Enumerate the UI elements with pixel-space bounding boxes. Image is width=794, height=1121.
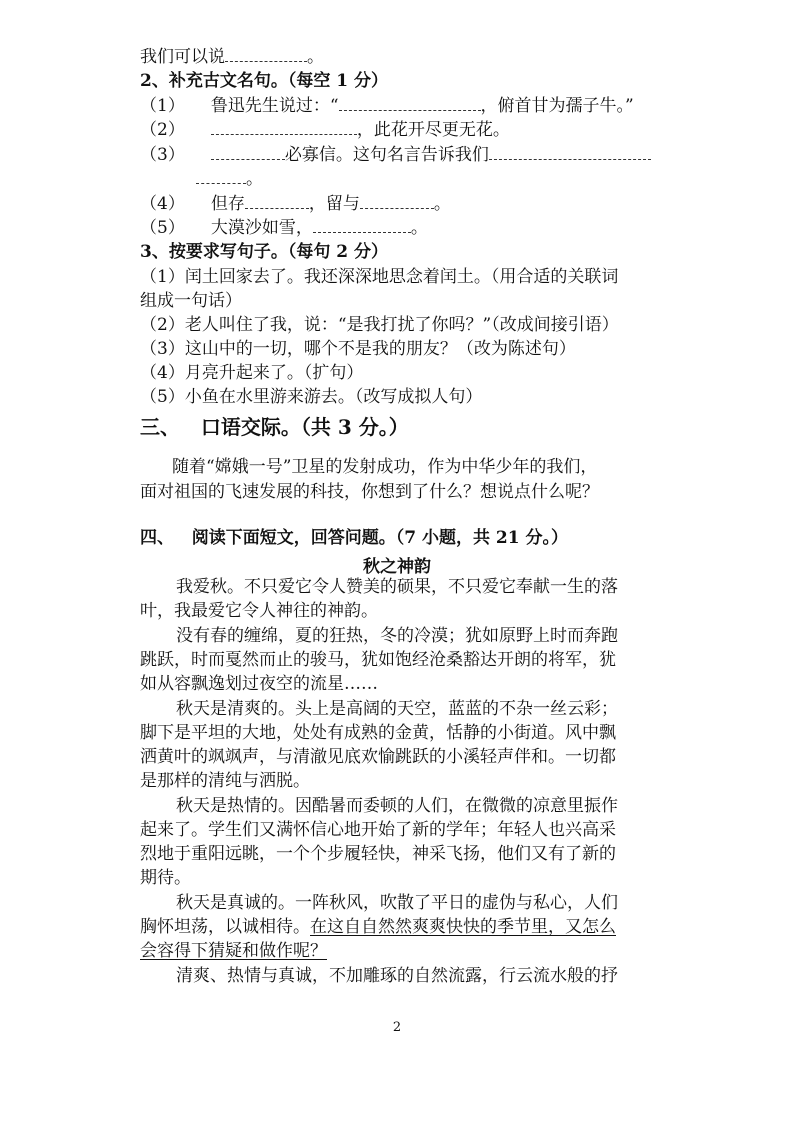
part3-prompt-line1: 随着“嫦娥一号”卫星的发射成功，作为中华少年的我们， bbox=[172, 457, 598, 477]
section2-title: 2、补充古文名句。（每空 1 分） bbox=[140, 71, 388, 91]
answer-blank[interactable] bbox=[313, 217, 411, 233]
s2-q4 bbox=[140, 193, 451, 215]
text: ，此花开尽更无花。 bbox=[356, 120, 510, 140]
essay-line: 是那样的清纯与洒脱。 bbox=[140, 771, 310, 791]
text: 鲁迅先生说过：“ bbox=[210, 96, 339, 116]
part4-title: 四、 阅读下面短文，回答问题。（7 小题，共 21 分。） bbox=[140, 528, 568, 548]
essay-line: 烈地于重阳远眺，一个个步履轻快，神采飞扬，他们又有了新的 bbox=[140, 844, 616, 864]
text: 我们可以说 bbox=[140, 47, 225, 67]
part3-prompt-line2: 面对祖国的飞速发展的科技，你想到了什么？想说点什么呢？ bbox=[140, 482, 599, 502]
text: ，留与 bbox=[308, 194, 360, 214]
s3-q1b: 组成一句话） bbox=[140, 291, 242, 311]
s2-q3 bbox=[140, 144, 651, 166]
q-number: （5） bbox=[140, 218, 185, 238]
text: 胸怀坦荡，以诚相待。 bbox=[140, 917, 310, 937]
answer-blank[interactable] bbox=[360, 193, 434, 209]
line-we-can-say bbox=[140, 46, 324, 68]
text: 。 bbox=[307, 47, 324, 67]
essay-line: 洒黄叶的飒飒声，与清澈见底欢愉跳跃的小溪轻声伴和。一切都 bbox=[140, 747, 616, 767]
s3-q5: （5）小鱼在水里游来游去。（改写成拟人句） bbox=[140, 387, 483, 407]
text: 但存 bbox=[210, 194, 245, 214]
q-number: （3） bbox=[140, 145, 185, 165]
part3-title: 三、 口语交际。（共 3 分。） bbox=[140, 415, 409, 439]
text: 必寡信。这句名言告诉我们 bbox=[284, 145, 489, 165]
essay-line: 跳跃，时而戛然而止的骏马，犹如饱经沧桑豁达开朗的将军，犹 bbox=[140, 650, 616, 670]
underlined-sentence: 在这自自然然爽爽快快的季节里，又怎么 bbox=[310, 917, 616, 937]
s3-q2: （2）老人叫住了我，说：“是我打扰了你吗？”（改成间接引语） bbox=[140, 315, 619, 335]
text: 。 bbox=[246, 169, 263, 189]
s2-q3-cont bbox=[196, 168, 263, 190]
essay-line: 清爽、热情与真诚，不加雕琢的自然流露，行云流水般的抒 bbox=[176, 966, 618, 986]
essay-line: 脚下是平坦的大地，处处有成熟的金黄，恬静的小街道。风中飘 bbox=[140, 723, 616, 743]
s3-q3: （3）这山中的一切，哪个不是我的朋友？（改为陈述句） bbox=[140, 339, 576, 359]
q-number: （4） bbox=[140, 194, 185, 214]
page-number: 2 bbox=[392, 1020, 402, 1035]
s2-q5 bbox=[140, 217, 428, 239]
q-number: （2） bbox=[140, 120, 185, 140]
essay-line: 叶，我最爱它令人神往的神韵。 bbox=[140, 601, 378, 621]
essay-line: 期待。 bbox=[140, 868, 191, 888]
essay-line: 秋天是清爽的。头上是高阔的天空，蓝蓝的不杂一丝云彩； bbox=[176, 699, 618, 719]
text: 。 bbox=[433, 194, 451, 214]
essay-line: 没有春的缠绵，夏的狂热，冬的冷漠；犹如原野上时而奔跑 bbox=[176, 626, 618, 646]
text: 大漠沙如雪， bbox=[210, 218, 313, 238]
essay-line bbox=[140, 916, 616, 938]
underlined-sentence: 会容得下猜疑和做作呢？ bbox=[140, 941, 327, 961]
essay-line: 秋天是热情的。因酷暑而委顿的人们，在微微的凉意里振作 bbox=[176, 796, 618, 816]
answer-blank[interactable] bbox=[339, 95, 481, 111]
answer-blank[interactable] bbox=[489, 144, 651, 160]
s2-q2 bbox=[140, 119, 510, 141]
essay-line: 我爱秋。不只爱它令人赞美的硕果，不只爱它奉献一生的落 bbox=[176, 577, 618, 597]
text: ，俯首甘为孺子牛。” bbox=[480, 96, 634, 116]
s3-q4: （4）月亮升起来了。（扩句） bbox=[140, 363, 364, 383]
essay-title: 秋之神韵 bbox=[363, 557, 431, 577]
text: 。 bbox=[410, 218, 428, 238]
answer-blank[interactable] bbox=[245, 193, 309, 209]
answer-blank[interactable] bbox=[196, 168, 246, 184]
essay-line: 如从容飘逸划过夜空的流星…… bbox=[140, 674, 378, 694]
section3-sentences-title: 3、按要求写句子。（每句 2 分） bbox=[140, 242, 388, 262]
answer-blank[interactable] bbox=[225, 46, 307, 62]
answer-blank[interactable] bbox=[211, 144, 285, 160]
s2-q1 bbox=[140, 95, 634, 117]
essay-line: 起来了。学生们又满怀信心地开始了新的学年；年轻人也兴高采 bbox=[140, 820, 616, 840]
answer-blank[interactable] bbox=[211, 119, 357, 135]
essay-line: 秋天是真诚的。一阵秋风，吹散了平日的虚伪与私心，人们 bbox=[176, 893, 618, 913]
s3-q1a: （1）闰土回家去了。我还深深地思念着闰土。（用合适的关联词 bbox=[140, 267, 619, 287]
q-number: （1） bbox=[140, 96, 185, 116]
